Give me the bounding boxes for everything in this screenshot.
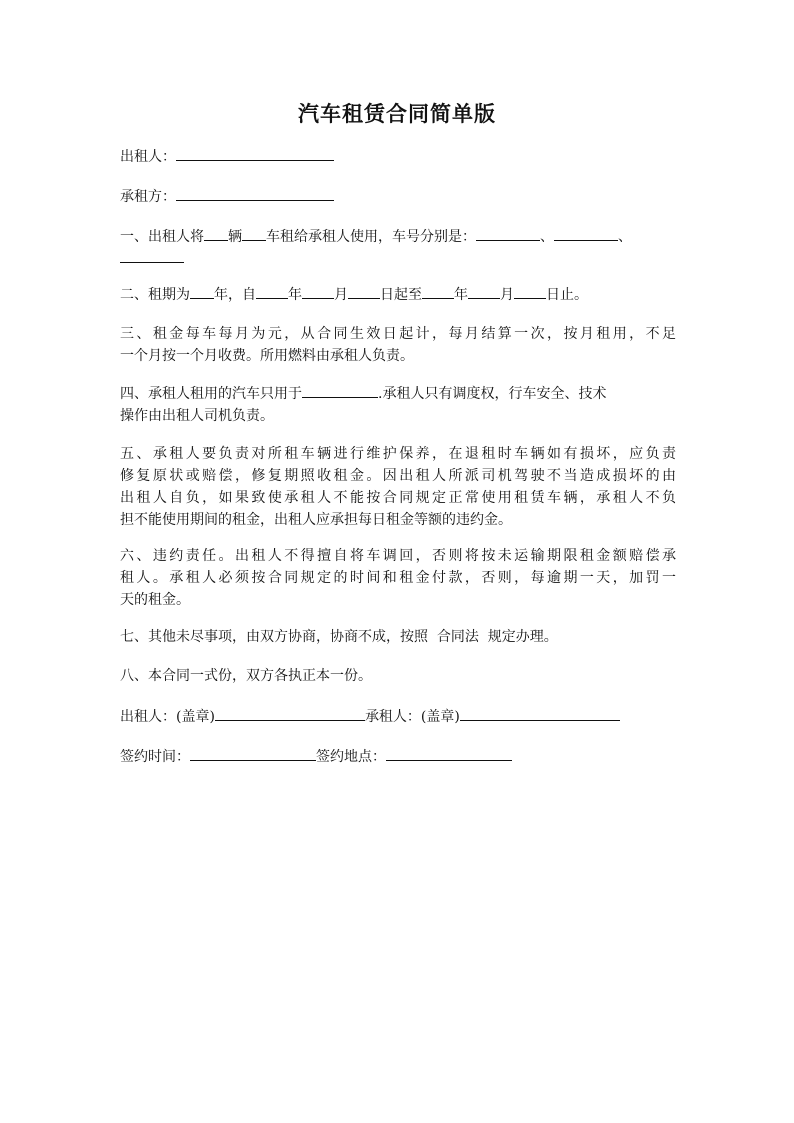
signing-place-label: 签约地点： xyxy=(316,749,386,765)
clause-3-line-2: 一个月按一个月收费。所用燃料由承租人负责。 xyxy=(120,348,414,364)
blank xyxy=(204,226,228,241)
blank xyxy=(256,284,288,299)
lessee-seal-blank xyxy=(460,706,620,721)
blank xyxy=(468,284,500,299)
clause-1-text: 辆 xyxy=(228,229,242,245)
clause-6-line-2: 租人。承租人必须按合同规定的时间和租金付款，否则，每逾期一天，加罚一 xyxy=(120,570,676,586)
clause-2-text: 年 xyxy=(288,287,302,303)
blank xyxy=(120,248,184,263)
blank xyxy=(514,284,546,299)
separator: 、 xyxy=(618,229,632,245)
clause-5-line-4: 担不能使用期间的租金，出租人应承担每日租金等额的违约金。 xyxy=(120,512,512,528)
separator: 、 xyxy=(540,229,554,245)
signing-time-label: 签约时间： xyxy=(120,749,190,765)
clause-1-text: 一、出租人将 xyxy=(120,229,204,245)
document-title: 汽车租赁合同简单版 xyxy=(298,101,496,126)
signing-place-blank xyxy=(386,746,512,761)
blank xyxy=(242,226,266,241)
signing-time-blank xyxy=(190,746,316,761)
clause-2-text: 二、租期为 xyxy=(120,287,190,303)
clause-8: 八、本合同一式份，双方各执正本一份。 xyxy=(120,668,372,684)
clause-2-text: 年，自 xyxy=(214,287,256,303)
blank xyxy=(476,226,540,241)
party-a-line xyxy=(120,146,676,168)
signature-line xyxy=(120,706,676,728)
clause-3-line-1: 三、租金每车每月为元，从合同生效日起计，每月结算一次，按月租用，不足 xyxy=(120,326,676,342)
lessee-seal-label: 承租人：(盖章) xyxy=(364,709,460,725)
clause-2-text: 日起至 xyxy=(380,287,422,303)
clause-6 xyxy=(120,545,676,611)
clause-2-text: 月 xyxy=(500,287,514,303)
blank xyxy=(422,284,454,299)
clause-2-text: 年 xyxy=(454,287,468,303)
clause-2 xyxy=(120,284,676,306)
clause-2-text: 日止。 xyxy=(546,287,588,303)
clause-4-line-1 xyxy=(120,383,676,405)
blank xyxy=(348,284,380,299)
clause-7: 七、其他未尽事项，由双方协商，协商不成，按照 合同法 规定办理。 xyxy=(120,629,558,645)
clause-4 xyxy=(120,383,676,427)
blank xyxy=(302,383,378,398)
clause-5-line-3: 出租人自负，如果致使承租人不能按合同规定正常使用租赁车辆，承租人不负 xyxy=(120,490,676,506)
party-a-label: 出租人： xyxy=(120,149,176,165)
blank xyxy=(554,226,618,241)
clause-2-text: 月 xyxy=(334,287,348,303)
clause-5-line-2: 修复原状或赔偿，修复期照收租金。因出租人所派司机驾驶不当造成损坏的由 xyxy=(120,468,676,484)
clause-1-line-2 xyxy=(120,248,676,270)
clause-1 xyxy=(120,226,676,270)
clause-4-text: .承租人只有调度权，行车安全、技术 xyxy=(378,386,607,402)
clause-6-line-1: 六、违约责任。出租人不得擅自将车调回，否则将按未运输期限租金额赔偿承 xyxy=(120,548,676,564)
clause-1-text: 车租给承租人使用，车号分别是： xyxy=(266,229,476,245)
party-b-label: 承租方： xyxy=(120,189,176,205)
clause-3 xyxy=(120,323,676,367)
blank xyxy=(190,284,214,299)
clause-5-line-1: 五、承租人要负责对所租车辆进行维护保养，在退租时车辆如有损坏，应负责 xyxy=(120,446,676,462)
blank xyxy=(302,284,334,299)
party-b-line xyxy=(120,186,676,208)
lessor-seal-label: 出租人：(盖章) xyxy=(120,709,215,725)
clause-4-line-2: 操作由出租人司机负责。 xyxy=(120,408,274,424)
clause-5 xyxy=(120,443,676,531)
party-a-blank xyxy=(176,146,334,161)
party-b-blank xyxy=(176,186,334,201)
clause-1-line-1 xyxy=(120,226,676,248)
lessor-seal-blank xyxy=(215,706,365,721)
clause-4-text: 四、承租人租用的汽车只用于 xyxy=(120,386,302,402)
date-place-line xyxy=(120,746,676,768)
clause-6-line-3: 天的租金。 xyxy=(120,592,190,608)
